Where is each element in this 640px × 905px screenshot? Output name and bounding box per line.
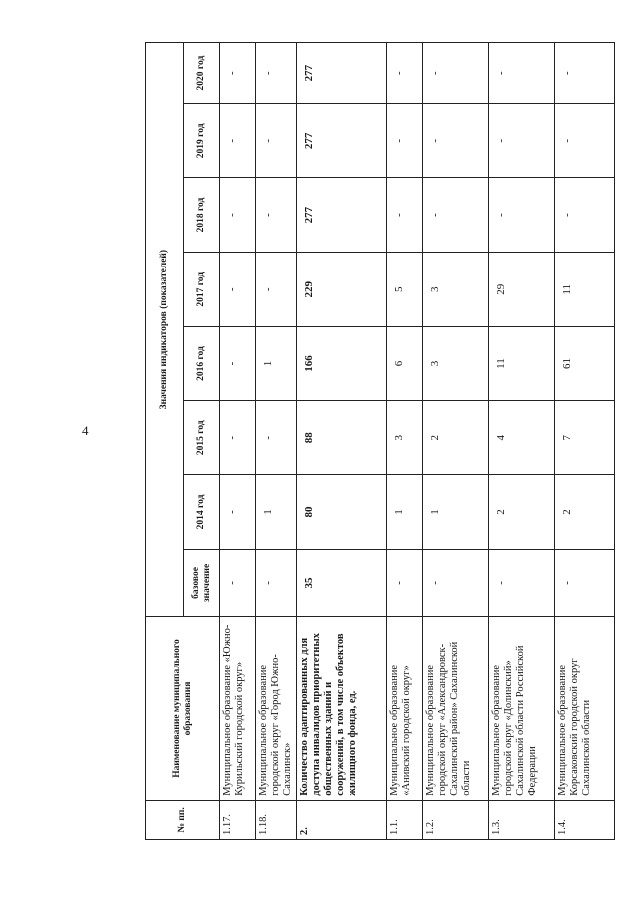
row-number: 1.2.: [423, 800, 489, 839]
row-name: Муниципальное образование городской округ «Долинский» Сахалинской области Российской Федерации: [489, 617, 555, 800]
row-value: 3: [423, 252, 489, 326]
row-number: 1.18.: [256, 800, 297, 839]
row-value: -: [489, 178, 555, 252]
page-number: 4: [82, 423, 89, 438]
row-value: 7: [555, 401, 615, 475]
header-num: № пп.: [146, 800, 220, 839]
header-year: 2015 год: [184, 401, 220, 475]
row-value: -: [555, 104, 615, 178]
row-value: -: [555, 178, 615, 252]
row-value: 11: [489, 326, 555, 400]
row-value: -: [220, 326, 256, 400]
row-value: 29: [489, 252, 555, 326]
row-value: 35: [297, 549, 387, 617]
table-row: [555, 43, 615, 840]
header-year: 2017 год: [184, 252, 220, 326]
row-name: Муниципальное образование городской округ «Город Южно-Сахалинск»: [256, 617, 297, 800]
table-row: [297, 43, 387, 840]
row-value: -: [555, 43, 615, 104]
row-value: -: [220, 475, 256, 549]
row-value: 2: [555, 475, 615, 549]
row-value: -: [423, 549, 489, 617]
row-value: -: [387, 104, 423, 178]
row-value: -: [256, 549, 297, 617]
header-group: Значения индикаторов (показателей): [146, 43, 184, 617]
header-year: базовое значение: [184, 549, 220, 617]
row-value: -: [220, 178, 256, 252]
table-row: [387, 43, 423, 840]
row-value: 88: [297, 401, 387, 475]
row-value: 11: [555, 252, 615, 326]
row-value: 277: [297, 104, 387, 178]
row-value: -: [489, 104, 555, 178]
row-value: 277: [297, 178, 387, 252]
row-value: -: [256, 43, 297, 104]
header-year: 2020 год: [184, 43, 220, 104]
row-value: 1: [256, 475, 297, 549]
rotated-table-wrapper: [145, 25, 640, 840]
row-name: Муниципальное образование «Анивский городской округ»: [387, 617, 423, 800]
row-number: 1.17.: [220, 800, 256, 839]
row-value: 3: [387, 401, 423, 475]
table-row: [423, 43, 489, 840]
row-value: 6: [387, 326, 423, 400]
header-year: 2014 год: [184, 475, 220, 549]
row-value: 1: [423, 475, 489, 549]
row-value: -: [489, 43, 555, 104]
row-value: 2: [489, 475, 555, 549]
row-value: -: [256, 104, 297, 178]
row-value: -: [423, 104, 489, 178]
row-number: 2.: [297, 800, 387, 839]
row-value: -: [256, 178, 297, 252]
row-value: -: [220, 549, 256, 617]
row-value: -: [220, 252, 256, 326]
row-value: 229: [297, 252, 387, 326]
table-row: [220, 43, 256, 840]
table-row: [256, 43, 297, 840]
row-value: 5: [387, 252, 423, 326]
row-value: -: [220, 43, 256, 104]
row-value: -: [423, 43, 489, 104]
header-year: 2016 год: [184, 326, 220, 400]
row-name: Муниципальное образование «Южно-Курильский городской округ»: [220, 617, 256, 800]
row-value: 4: [489, 401, 555, 475]
row-value: 3: [423, 326, 489, 400]
header-year: 2018 год: [184, 178, 220, 252]
indicators-table: [145, 42, 615, 840]
row-value: 61: [555, 326, 615, 400]
row-value: 166: [297, 326, 387, 400]
row-name: Муниципальное образование городской округ «Александровск-Сахалинский район» Сахалинской области: [423, 617, 489, 800]
row-name: Муниципальное образование Корсаковский городской округ Сахалинской области: [555, 617, 615, 800]
row-value: -: [256, 401, 297, 475]
row-number: 1.1.: [387, 800, 423, 839]
row-value: -: [220, 401, 256, 475]
row-value: -: [387, 43, 423, 104]
row-value: -: [555, 549, 615, 617]
row-value: -: [256, 252, 297, 326]
row-value: -: [489, 549, 555, 617]
row-name: Количество адаптированных для доступа инвалидов приоритетных общественных зданий и сооружений, в том числе объектов жилищного фонда, ед.: [297, 617, 387, 800]
row-number: 1.3.: [489, 800, 555, 839]
row-value: 277: [297, 43, 387, 104]
row-value: 1: [387, 475, 423, 549]
row-value: -: [423, 178, 489, 252]
row-value: -: [387, 178, 423, 252]
row-value: 80: [297, 475, 387, 549]
row-number: 1.4.: [555, 800, 615, 839]
row-value: 2: [423, 401, 489, 475]
row-value: 1: [256, 326, 297, 400]
header-name: Наименование муниципального образования: [146, 617, 220, 800]
table-body: [220, 43, 615, 840]
table-row: [489, 43, 555, 840]
row-value: -: [220, 104, 256, 178]
row-value: -: [387, 549, 423, 617]
header-year: 2019 год: [184, 104, 220, 178]
